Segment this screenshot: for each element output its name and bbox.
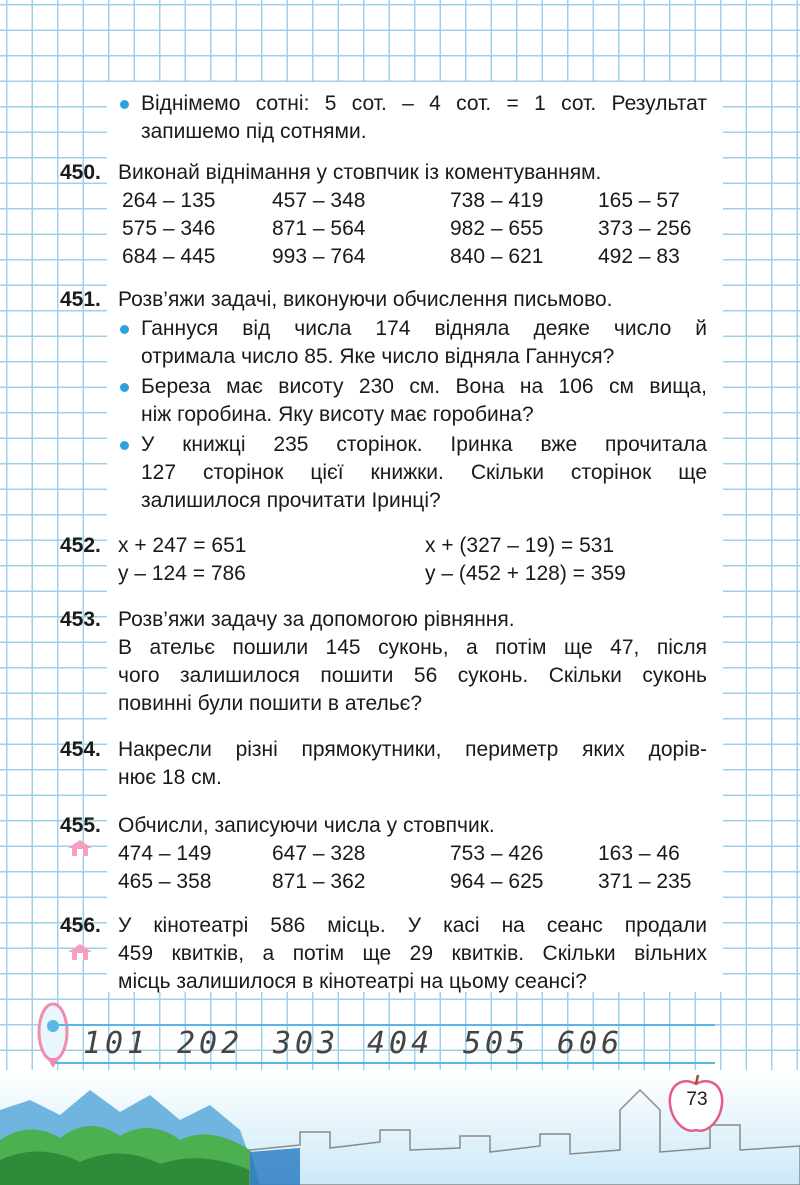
exercise-number-453: 453.	[60, 608, 101, 631]
equation-4: y – (452 + 128) = 359	[425, 562, 626, 585]
exercise-451-task: Розв’яжи задачі, виконуючи обчислення письмово.	[118, 288, 613, 311]
exercise-451-b2-line-1: Береза має висоту 230 см. Вона на 106 см вища,	[141, 375, 707, 398]
page-number: 73	[686, 1089, 708, 1110]
expression: 373 – 256	[598, 217, 692, 240]
exercise-number-451: 451.	[60, 288, 101, 311]
expression: 993 – 764	[272, 245, 366, 268]
home-task-icon	[66, 838, 94, 858]
exercise-456-line-1: У кінотеатрі 586 місць. У касі на сеанс продали	[118, 914, 707, 937]
expression: 871 – 362	[272, 870, 366, 893]
equation-2: x + (327 – 19) = 531	[425, 534, 615, 557]
exercise-451-b3-line-1: У книжці 235 сторінок. Іринка вже прочитала	[141, 433, 707, 456]
expression: 264 – 135	[122, 189, 216, 212]
expression: 684 – 445	[122, 245, 216, 268]
exercise-number-450: 450.	[60, 161, 101, 184]
expression: 647 – 328	[272, 842, 366, 865]
expression: 474 – 149	[118, 842, 212, 865]
equation-1: x + 247 = 651	[118, 534, 247, 557]
expression: 753 – 426	[450, 842, 544, 865]
exercise-number-454: 454.	[60, 738, 101, 761]
expression: 982 – 655	[450, 217, 544, 240]
bullet-icon	[120, 325, 129, 334]
handwriting-number: 101	[83, 1026, 150, 1061]
bullet-icon	[120, 100, 129, 109]
exercise-number-452: 452.	[60, 534, 101, 557]
expression: 457 – 348	[272, 189, 366, 212]
exercise-450-task: Виконай віднімання у стовпчик із коментуванням.	[118, 161, 602, 184]
exercise-453-line-1: В ательє пошили 145 суконь, а потім ще 47, після	[118, 636, 707, 659]
expression: 840 – 621	[450, 245, 544, 268]
exercise-number-455: 455.	[60, 814, 101, 837]
exercise-451-b1-line-2: отримала число 85. Яке число відняла Ганнуся?	[141, 345, 615, 368]
exercise-454-line-2: нює 18 см.	[118, 766, 222, 789]
bullet-icon	[120, 441, 129, 450]
exercise-456-line-2: 459 квитків, а потім ще 29 квитків. Скільки вільних	[118, 942, 707, 965]
intro-line-2: запишемо під сотнями.	[141, 120, 367, 143]
exercise-451-b2-line-2: ніж горобина. Яку висоту має горобина?	[141, 403, 534, 426]
expression: 165 – 57	[598, 189, 680, 212]
handwriting-number: 404	[367, 1026, 434, 1061]
exercise-454-line-1: Накресли різні прямокутники, периметр яких дорів-	[118, 738, 707, 761]
handwriting-number: 202	[177, 1026, 244, 1061]
expression: 871 – 564	[272, 217, 366, 240]
handwriting-number: 505	[463, 1026, 530, 1061]
exercise-453-task: Розв’яжи задачу за допомогою рівняння.	[118, 608, 515, 631]
exercise-451-b3-line-3: залишилося прочитати Іринці?	[141, 489, 441, 512]
expression: 964 – 625	[450, 870, 544, 893]
exercise-number-456: 456.	[60, 914, 101, 937]
home-task-icon	[66, 942, 94, 962]
intro-line-1: Віднімемо сотні: 5 сот. – 4 сот. = 1 сот. Результат	[141, 92, 707, 115]
expression: 738 – 419	[450, 189, 544, 212]
handwriting-number: 606	[557, 1026, 624, 1061]
equation-3: y – 124 = 786	[118, 562, 246, 585]
exercise-453-line-2: чого залишилося пошити 56 суконь. Скільки суконь	[118, 664, 707, 687]
exercise-456-line-3: місць залишилося в кінотеатрі на цьому сеансі?	[118, 970, 587, 993]
bullet-icon	[120, 383, 129, 392]
expression: 163 – 46	[598, 842, 680, 865]
exercise-455-task: Обчисли, записуючи числа у стовпчик.	[118, 814, 495, 837]
exercise-453-line-3: повинні були пошити в ательє?	[118, 692, 423, 715]
expression: 465 – 358	[118, 870, 212, 893]
expression: 371 – 235	[598, 870, 692, 893]
expression: 492 – 83	[598, 245, 680, 268]
expression: 575 – 346	[122, 217, 216, 240]
exercise-451-b1-line-1: Ганнуся від числа 174 відняла деяке число й	[141, 317, 707, 340]
guide-line	[55, 1062, 715, 1064]
handwriting-number: 303	[273, 1026, 340, 1061]
handwriting-practice	[55, 1018, 715, 1068]
exercise-451-b3-line-2: 127 сторінок цієї книжки. Скільки сторінок ще	[141, 461, 707, 484]
